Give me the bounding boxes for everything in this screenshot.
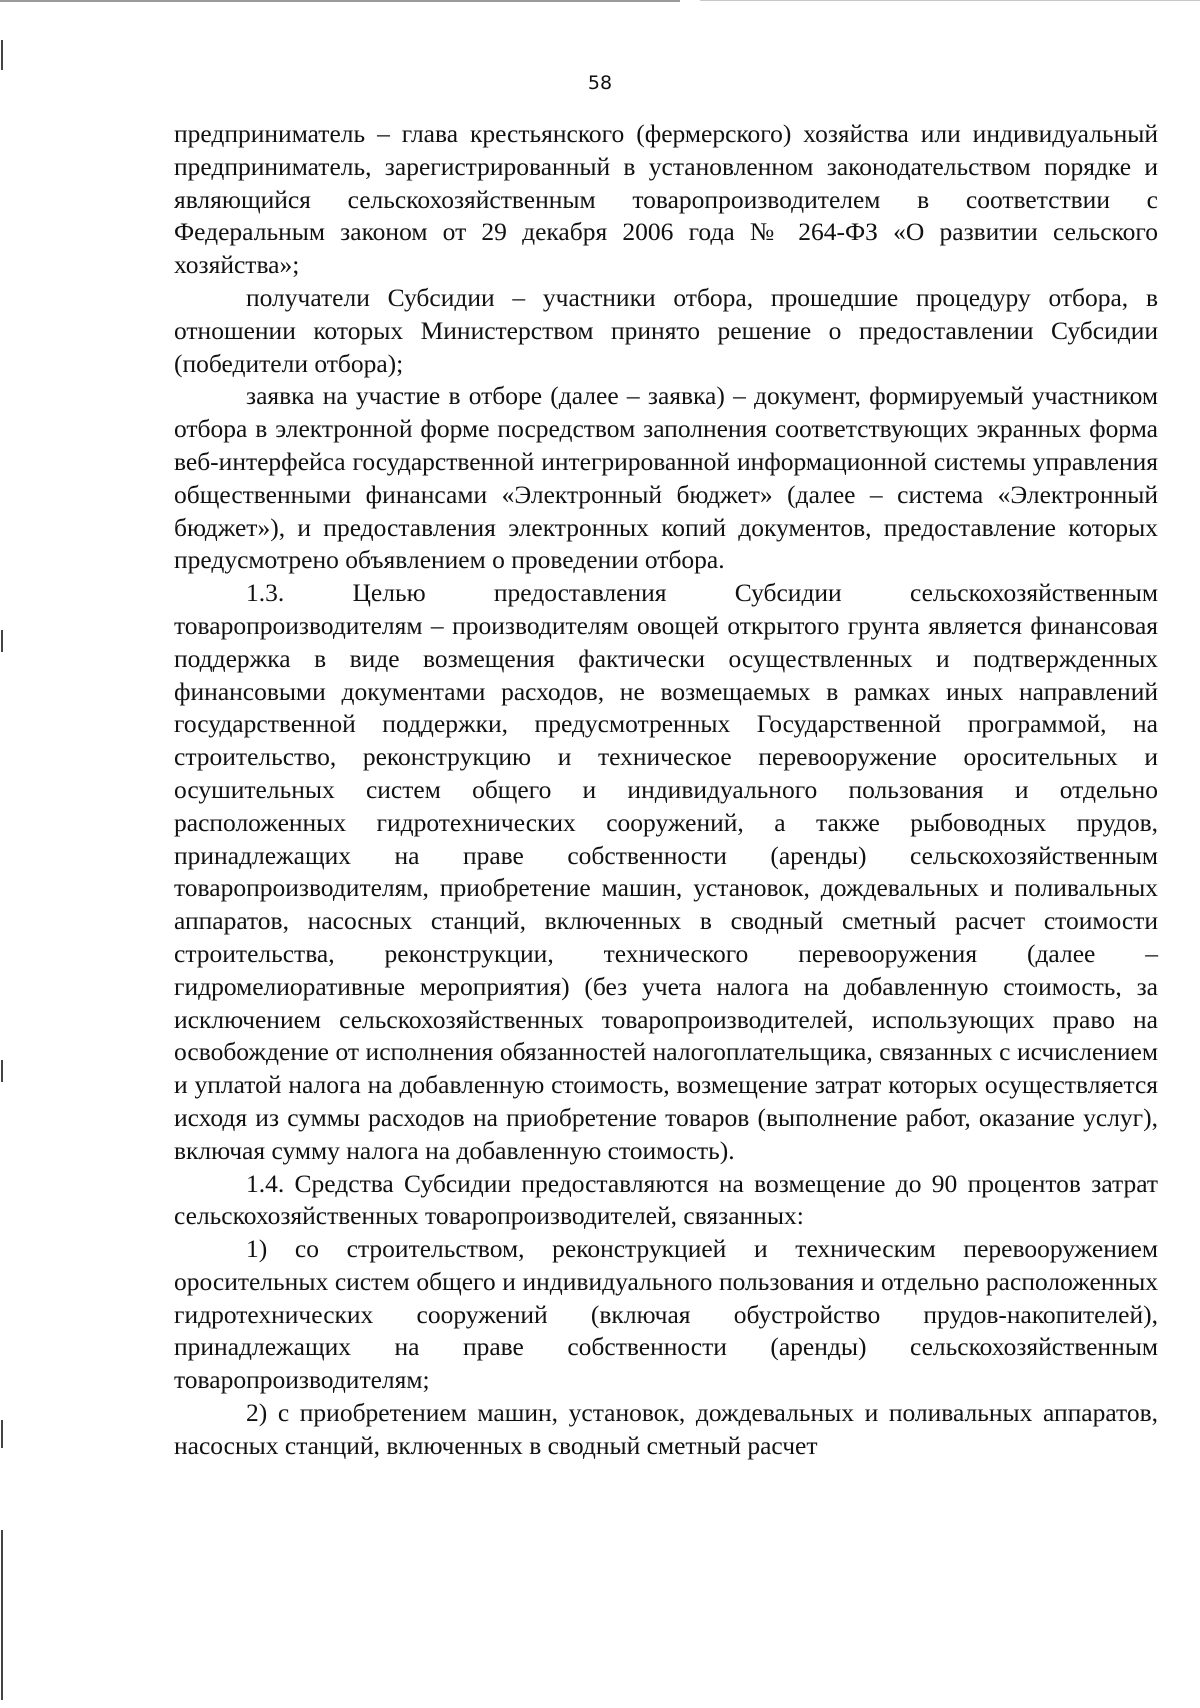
- scan-edge-mark: [1, 1530, 3, 1700]
- scan-edge-line: [700, 0, 1200, 1]
- scan-edge-mark: [1, 1060, 3, 1082]
- scan-edge-mark: [1, 1420, 3, 1448]
- scan-edge-mark: [1, 40, 3, 70]
- list-item-2-acquisition: 2) с приобретением машин, установок, дождевальных и поливальных аппаратов, насосных станций, включенных в сводный сметный расчет: [174, 1398, 1158, 1460]
- list-item-1-construction: 1) со строительством, реконструкцией и техническим перевооружением оросительных систем общего и индивидуального пользования и отдельно расположенных гидротехнических сооружений (включая обустройство прудов-накопителей), принадлежащих на праве собственности (аренды) сельскохозяйственным товаропроизводителям;: [174, 1234, 1158, 1395]
- paragraph-definition-recipients: получатели Субсидии – участники отбора, прошедшие процедуру отбора, в отношении которых Министерством принято решение о предоставлении Субсидии (победители отбора);: [174, 282, 1158, 378]
- scan-edge-line: [0, 0, 680, 2]
- scan-edge-mark: [1, 630, 3, 652]
- paragraph-1-3-purpose: 1.3. Целью предоставления Субсидии сельскохозяйственным товаропроизводителям – производителям овощей открытого грунта является финансовая поддержка в виде возмещения фактически осуществленных и подтвержденных финансовыми документами расходов, не возмещаемых в рамках иных направлений государственной поддержки, предусмотренных Государственной программой, на строительство, реконструкцию и техническое перевооружение оросительных и осушительных систем общего и индивидуального пользования и отдельно расположенных гидротехнических сооружений, а также рыбоводных прудов, принадлежащих на праве собственности (аренды) сельскохозяйственным товаропроизводителям, приобретение машин, установок, дождевальных и поливальных аппаратов, насосных станций, включенных в сводный сметный расчет стоимости строительства, реконструкции, технического перевооружения (далее – гидромелиоративные мероприятия) (без учета налога на добавленную стоимость, за исключением сельскохозяйственных товаропроизводителей, использующих право на освобождение от исполнения обязанностей налогоплательщика, связанных с исчислением и уплатой налога на добавленную стоимость, возмещение затрат которых осуществляется исходя из суммы расходов на приобретение товаров (выполнение работ, оказание услуг), включая сумму налога на добавленную стоимость).: [174, 578, 1158, 1165]
- paragraph-definition-entrepreneur: предприниматель – глава крестьянского (фермерского) хозяйства или индивидуальный предприниматель, зарегистрированный в установленном законодательством порядке и являющийся сельскохозяйственным товаропроизводителем в соответствии с Федеральным законом от 29 декабря 2006 года № 264-ФЗ «О развитии сельского хозяйства»;: [174, 119, 1158, 280]
- body-text: [174, 118, 1158, 1463]
- paragraph-1-4-funds: 1.4. Средства Субсидии предоставляются на возмещение до 90 процентов затрат сельскохозяйственных товаропроизводителей, связанных:: [174, 1168, 1158, 1231]
- page-number: 58: [587, 72, 613, 94]
- paragraph-definition-application: заявка на участие в отборе (далее – заявка) – документ, формируемый участником отбора в электронной форме посредством заполнения соответствующих экранных форма веб-интерфейса государственной интегрированной информационной системы управления общественными финансами «Электронный бюджет» (далее – система «Электронный бюджет»), и предоставления электронных копий документов, предоставление которых предусмотрено объявлением о проведении отбора.: [174, 381, 1158, 575]
